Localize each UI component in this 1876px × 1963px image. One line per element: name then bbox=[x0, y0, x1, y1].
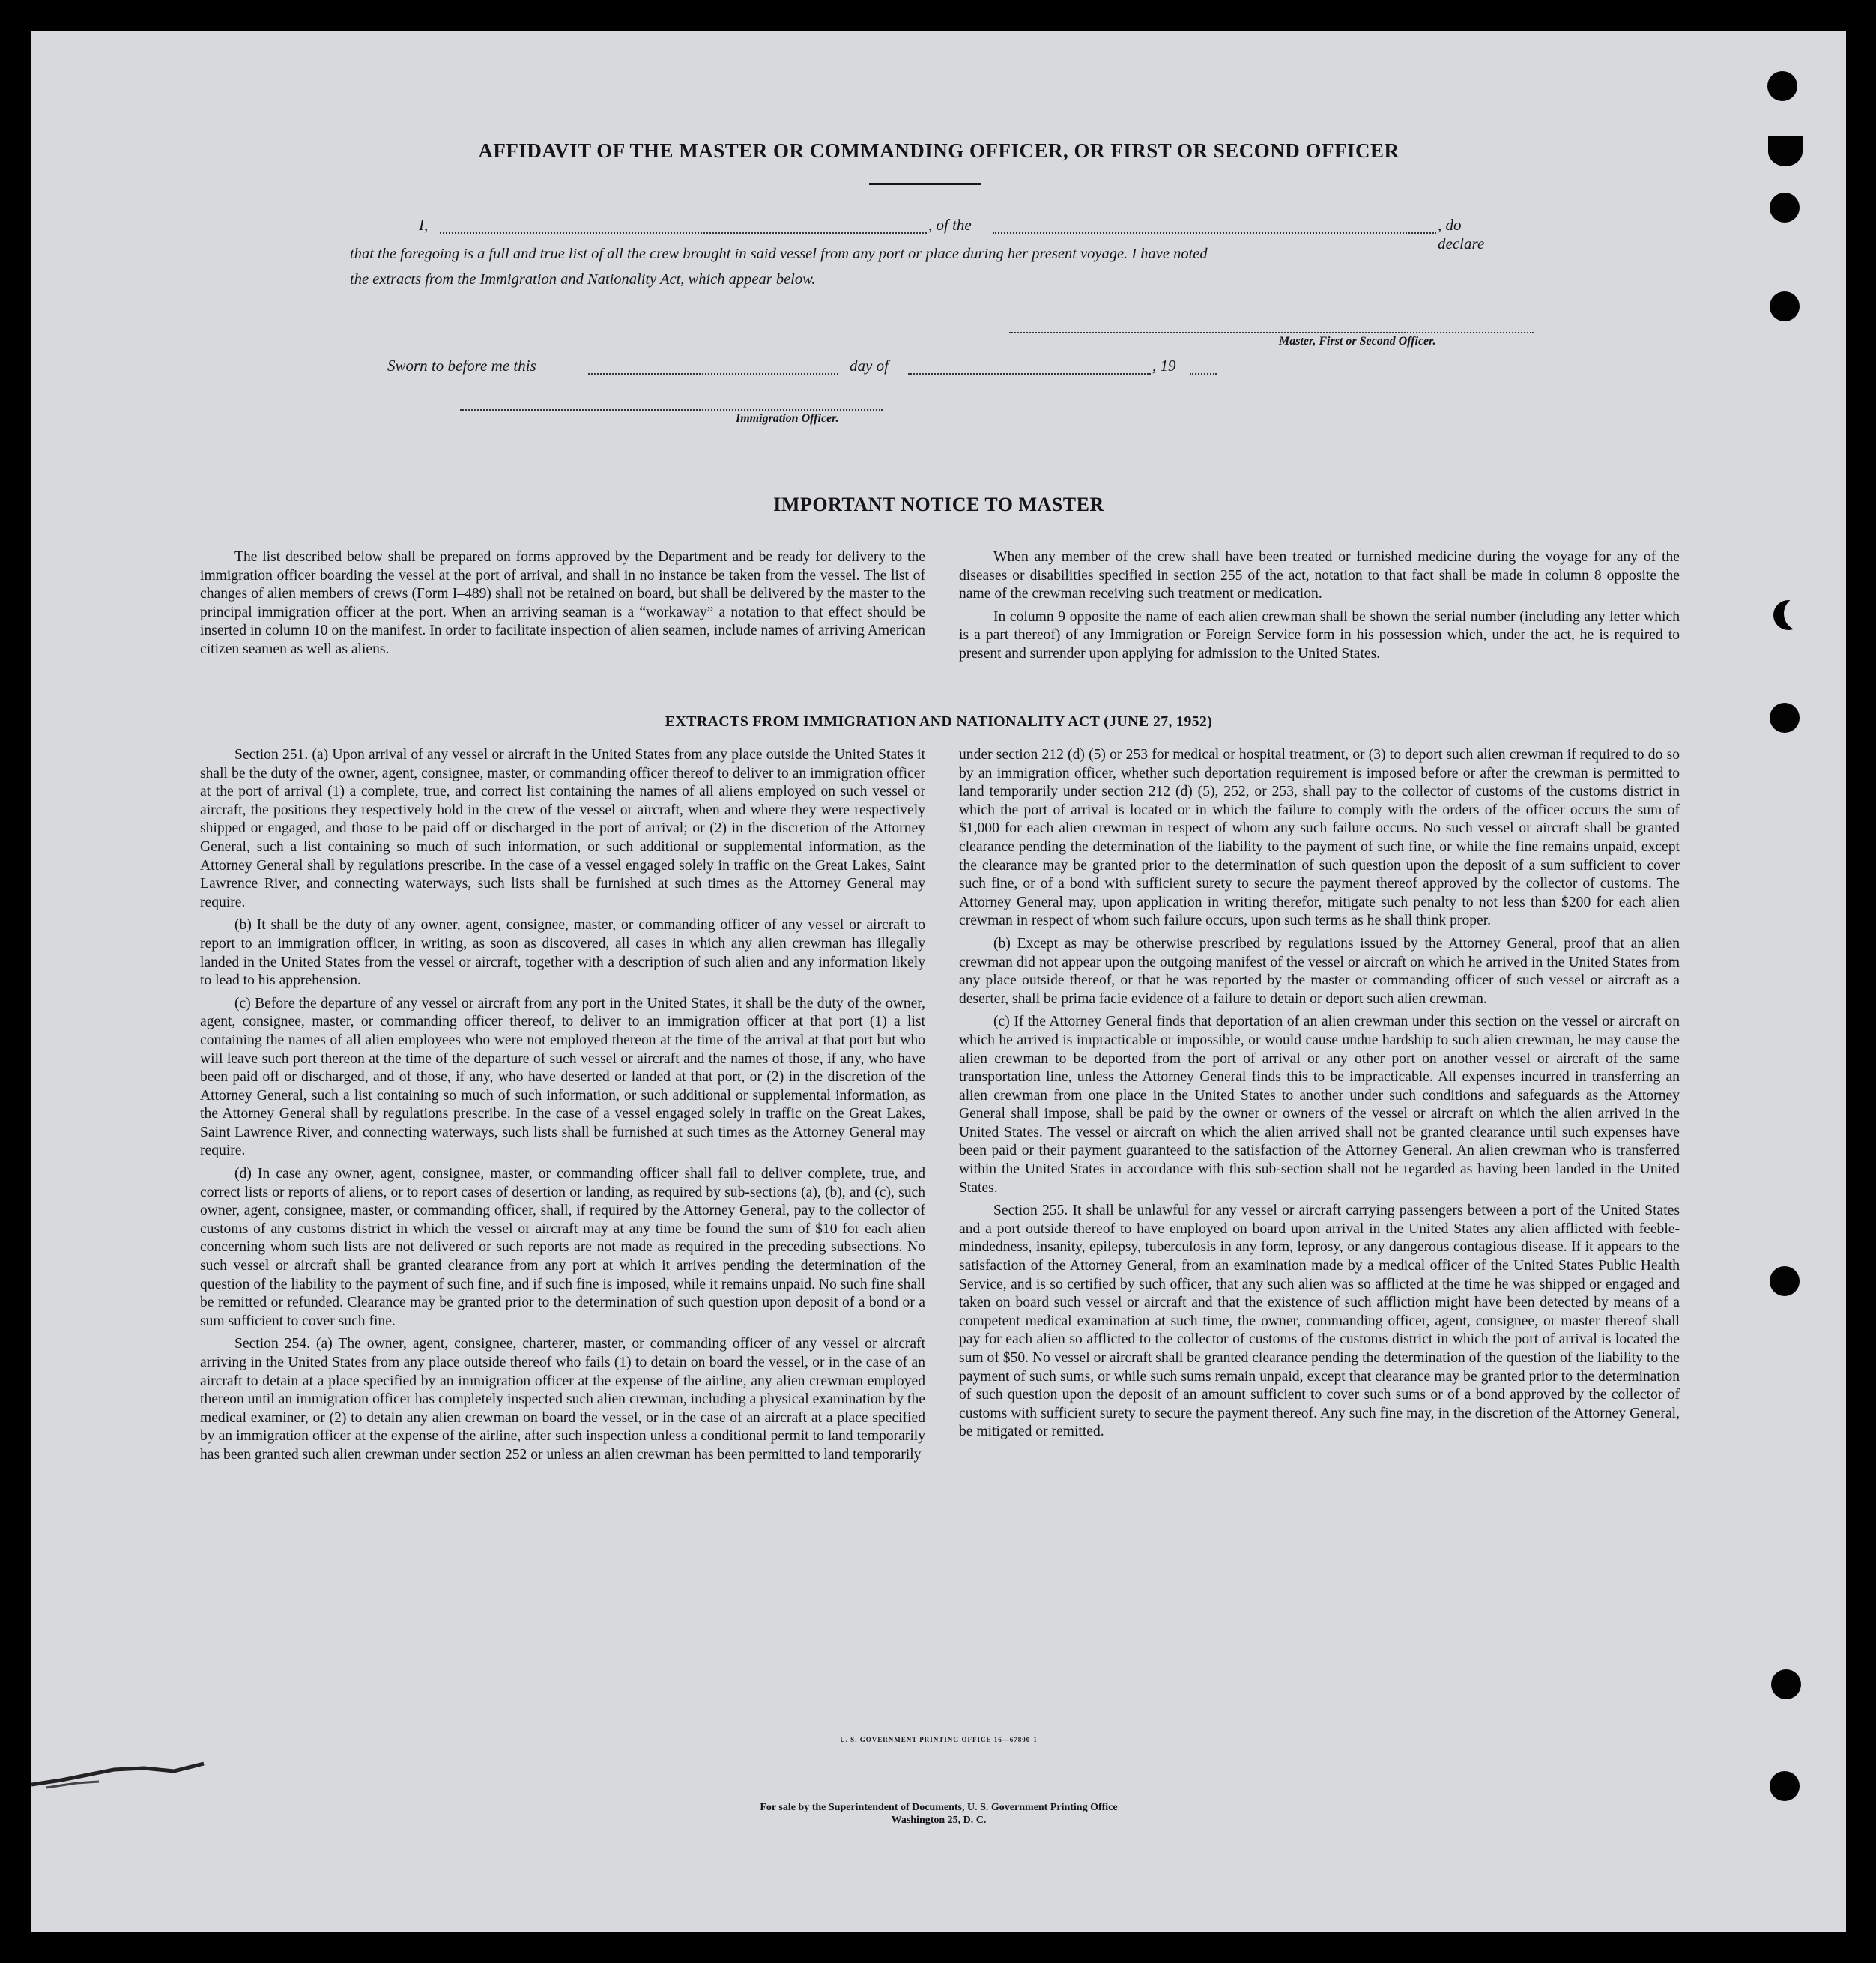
notice-paragraph: In column 9 opposite the name of each alien crewman shall be shown the serial number (including any letter which is a part thereof) of any Immigration or Foreign Service form in his possession which, under the act, he is required to present and surrender upon applying for admission to the United States. bbox=[959, 608, 1680, 662]
sworn-year-field[interactable] bbox=[1190, 373, 1217, 375]
binder-hole-icon bbox=[1771, 1669, 1801, 1699]
binder-hole-icon bbox=[1767, 71, 1797, 101]
of-the-label: , of the bbox=[928, 216, 972, 234]
sale-line2: Washington 25, D. C. bbox=[891, 1815, 987, 1826]
binder-hole-icon bbox=[1770, 291, 1800, 321]
extract-paragraph: (d) In case any owner, agent, consignee, master, or commanding officer shall fail to deliver complete, true, and correct lists or reports of aliens, or to report cases of desertion or landing, as required by sub-sections (a), (b), and (c), such owner, agent, consignee, master, or commanding officer, shall, if required by the Attorney General, pay to the collector of customs of any customs district in which the vessel or aircraft may at any time be found the sum of $10 for each alien concerning whom such lists are not delivered or such reports are not made as required in the preceding subsections. No such vessel or aircraft shall be granted clearance from any port at which it arrives pending the determination of the question of the liability to the payment of such fine, and if such fine is imposed, while it remains unpaid. No such fine shall be remitted or refunded. Clearance may be granted prior to the determination of such question upon deposit of a bond or a sum sufficient to cover such fine. bbox=[200, 1166, 925, 1329]
extract-paragraph: Section 251. (a) Upon arrival of any vessel or aircraft in the United States from any place outside the United States it shall be the duty of the owner, agent, consignee, master, or commanding officer thereof to deliver to an immigration officer at the port of arrival (1) a complete, true, and correct list containing the names of all aliens employed on such vessel or aircraft, the positions they respectively hold in the crew of the vessel or aircraft, when and where they were respectively shipped or engaged, and those to be paid off or discharged in the port of arrival; or (2) in the discretion of the Attorney General, such a list containing so much of such information, or such additional or supplemental information, as the Attorney General shall by regulations prescribe. In the case of a vessel engaged solely in traffic on the Great Lakes, Saint Lawrence River, and connecting waterways, such lists shall be furnished at such times as the Attorney General may require. bbox=[200, 747, 925, 910]
name-field[interactable] bbox=[440, 232, 927, 234]
notice-paragraph: When any member of the crew shall have been treated or furnished medicine during the voyage for any of the diseases or disabilities specified in section 255 of the act, notation to that fact shall be made in column 8 opposite the name of the crewman receiving such treatment or medication. bbox=[959, 549, 1680, 602]
paper-tear-icon bbox=[31, 1755, 211, 1800]
immigration-officer-signature-field[interactable] bbox=[460, 409, 883, 411]
notice-paragraph: The list described below shall be prepared on forms approved by the Department and be ready for delivery to the immigration officer boarding the vessel at the port of arrival, and shall in no instance be taken from the vessel. The list of changes of alien members of crews (Form I–489) shall not be retained on board, but shall be delivered by the master to the principal immigration officer at the port. When an arriving seaman is a “workaway” a notation to that effect should be inserted in column 10 on the manifest. In order to facilitate inspection of alien seamen, include names of arriving American citizen seamen as well as aliens. bbox=[200, 549, 925, 657]
sworn-month-field[interactable] bbox=[908, 373, 1151, 375]
binder-hole-icon bbox=[1770, 193, 1800, 223]
extract-paragraph: (c) Before the departure of any vessel or aircraft from any port in the United States, it shall be the duty of the owner, agent, consignee, master, or commanding officer thereof, to deliver to an immigration officer at that port (1) a list containing the names of all alien employees who were not employed thereon at the time of the arrival at that port but who will leave such port thereon at the time of the departure of such vessel or aircraft and the names of those, if any, who have been paid off or discharged, and of those, if any, who have deserted or landed at that port, or (2) in the discretion of the Attorney General, such a list containing so much of such information, or such additional or supplemental information, as the Attorney General shall by regulations prescribe. In the case of a vessel engaged solely in traffic on the Great Lakes, Saint Lawrence River, and connecting waterways, such lists shall be furnished at such times as the Attorney General may require. bbox=[200, 995, 925, 1159]
extract-paragraph: (c) If the Attorney General finds that deportation of an alien crewman under this section on the vessel or aircraft on which he arrived is impracticable or impossible, or would cause undue hardship to such alien crewman, he may cause the alien crewman to be deported from the port of arrival or any other port on another vessel or aircraft of the same transportation line, unless the Attorney General finds this to be impracticable. All expenses incurred in transferring an alien crewman from one place in the United States to another under such conditions and safeguards as the Attorney General shall impose, shall be paid by the owner or owners of the vessel or aircraft on which the alien arrived in the United States. The vessel or aircraft on which the alien arrived shall not be granted clearance until such expenses have been paid or their payment guaranteed to the satisfaction of the Attorney General. An alien crewman who is transferred within the United States in accordance with this sub-section shall not be regarded as having been landed in the United States. bbox=[959, 1014, 1680, 1196]
declaration-text-line2: the extracts from the Immigration and Nationality Act, which appear below. bbox=[350, 271, 816, 288]
extract-paragraph: (b) It shall be the duty of any owner, agent, consignee, master, or commanding officer of any vessel or aircraft to report to an immigration officer, in writing, as soon as discovered, all cases in which any alien crewman has illegally landed in the United States from the vessel or aircraft, together with a description of such alien and any information likely to lead to his apprehension. bbox=[200, 917, 925, 989]
sworn-label: Sworn to before me this bbox=[387, 357, 536, 375]
document-page bbox=[31, 31, 1846, 1932]
day-of-label: day of bbox=[850, 357, 889, 375]
extracts-title: EXTRACTS FROM IMMIGRATION AND NATIONALITY ACT (JUNE 27, 1952) bbox=[665, 713, 1213, 730]
sale-notice bbox=[31, 1801, 1846, 1827]
extracts-left-column bbox=[200, 746, 925, 1469]
master-signature-field[interactable] bbox=[1009, 332, 1534, 333]
declaration-text bbox=[350, 241, 1534, 292]
notice-title: IMPORTANT NOTICE TO MASTER bbox=[773, 494, 1104, 515]
vessel-field[interactable] bbox=[993, 232, 1436, 234]
sworn-day-field[interactable] bbox=[588, 373, 838, 375]
affidavit-title: AFFIDAVIT OF THE MASTER OR COMMANDING OFFICER, OR FIRST OR SECOND OFFICER bbox=[478, 139, 1400, 162]
notice-right-column bbox=[959, 548, 1680, 668]
extract-paragraph: Section 254. (a) The owner, agent, consignee, charterer, master, or commanding officer of any vessel or aircraft arriving in the United States from any place outside thereof who fails (1) to detain on board the vessel, or in the case of an aircraft to detain at a place specified by an immigration officer at the expense of the airline, any alien crewman employed thereon until an immigration officer has completely inspected such alien crewman, including a physical examination by the medical examiner, or (2) to detain any alien crewman on board the vessel, or in the case of an aircraft at a place specified by an immigration officer at the expense of the airline, after such inspection unless a conditional permit to land temporarily has been granted such alien crewman under section 252 or unless an alien crewman has been permitted to land temporarily bbox=[200, 1336, 925, 1463]
do-declare-label: , do declare bbox=[1438, 216, 1485, 252]
notice-left-column bbox=[200, 548, 925, 664]
binder-hole-icon bbox=[1770, 1266, 1800, 1296]
officer-caption: Immigration Officer. bbox=[736, 412, 839, 425]
extracts-right-column bbox=[959, 746, 1680, 1446]
extract-paragraph: Section 255. It shall be unlawful for any vessel or aircraft carrying passengers between a port of the United States and a port outside thereof to have employed on board upon arrival in the United States any alien afflicted with feeble-mindedness, insanity, epilepsy, tuberculosis in any form, leprosy, or any dangerous contagious disease. If it appears to the satisfaction of the Attorney General, from an examination made by a medical officer of the United States Public Health Service, and is so certified by such officer, that any such alien was so afflicted at the time he was shipped or engaged and taken on board such vessel or aircraft and that the existence of such affliction might have been detected by means of a competent medical examination at such time, the owner, commanding officer, agent, consignee, or master thereof shall pay for each alien so afflicted to the collector of customs of the customs district in which the port of arrival is located the sum of $50. No vessel or aircraft shall be granted clearance pending the determination of the question of the liability to the payment of such sums, or while such sums remain unpaid, except that clearance may be granted prior to the determination of such question upon the deposit of an amount sufficient to cover such sums or of a bond approved by the collector of customs with sufficient surety to secure the payment thereof. Any such fine may, in the discretion of the Attorney General, be mitigated or remitted. bbox=[959, 1203, 1680, 1440]
extract-paragraph: (b) Except as may be otherwise prescribed by regulations issued by the Attorney General, proof that an alien crewman did not appear upon the outgoing manifest of the vessel or aircraft on which he arrived in the United States from any place outside thereof, or that he was reported by the master or commanding officer of such vessel or aircraft as a deserter, shall be prima facie evidence of a failure to detain or deport such alien crewman. bbox=[959, 935, 1680, 1007]
title-rule bbox=[869, 183, 981, 185]
binder-hole-icon bbox=[1773, 600, 1803, 630]
printing-office-line: U. S. GOVERNMENT PRINTING OFFICE 16—67800-1 bbox=[840, 1736, 1038, 1743]
sale-line1: For sale by the Superintendent of Documents, U. S. Government Printing Office bbox=[760, 1802, 1118, 1813]
declaration-text-line1: that the foregoing is a full and true list of all the crew brought in said vessel from any port or place during her present voyage. I have noted bbox=[350, 246, 1208, 262]
i-label: I, bbox=[419, 216, 429, 234]
signature-caption: Master, First or Second Officer. bbox=[1279, 335, 1436, 348]
year-label: , 19 bbox=[1152, 357, 1176, 375]
extract-paragraph: under section 212 (d) (5) or 253 for medical or hospital treatment, or (3) to deport such alien crewman if required to do so by an immigration officer, whether such deportation requirement is imposed before or after the crewman is permitted to land temporarily under section 212 (d) (5), 252, or 253, shall pay to the collector of customs of the customs district in which the port of arrival is located or in which the failure to comply with the orders of the officer occurs the sum of $1,000 for each alien crewman in respect of whom any such failure occurs. No such vessel or aircraft shall be granted clearance pending the determination of the liability to the payment of such fine, or while the fine remains unpaid, except the clearance may be granted prior to the determination of such question upon the deposit of a sum sufficient to cover such fine, or of a bond with sufficient surety to secure the payment thereof approved by the collector of customs. The Attorney General may, upon application in writing therefor, mitigate such penalty to not less than $200 for each alien crewman in respect of whom such failure occurs, upon such terms as he shall think proper. bbox=[959, 747, 1680, 929]
binder-hole-icon bbox=[1770, 1771, 1800, 1801]
